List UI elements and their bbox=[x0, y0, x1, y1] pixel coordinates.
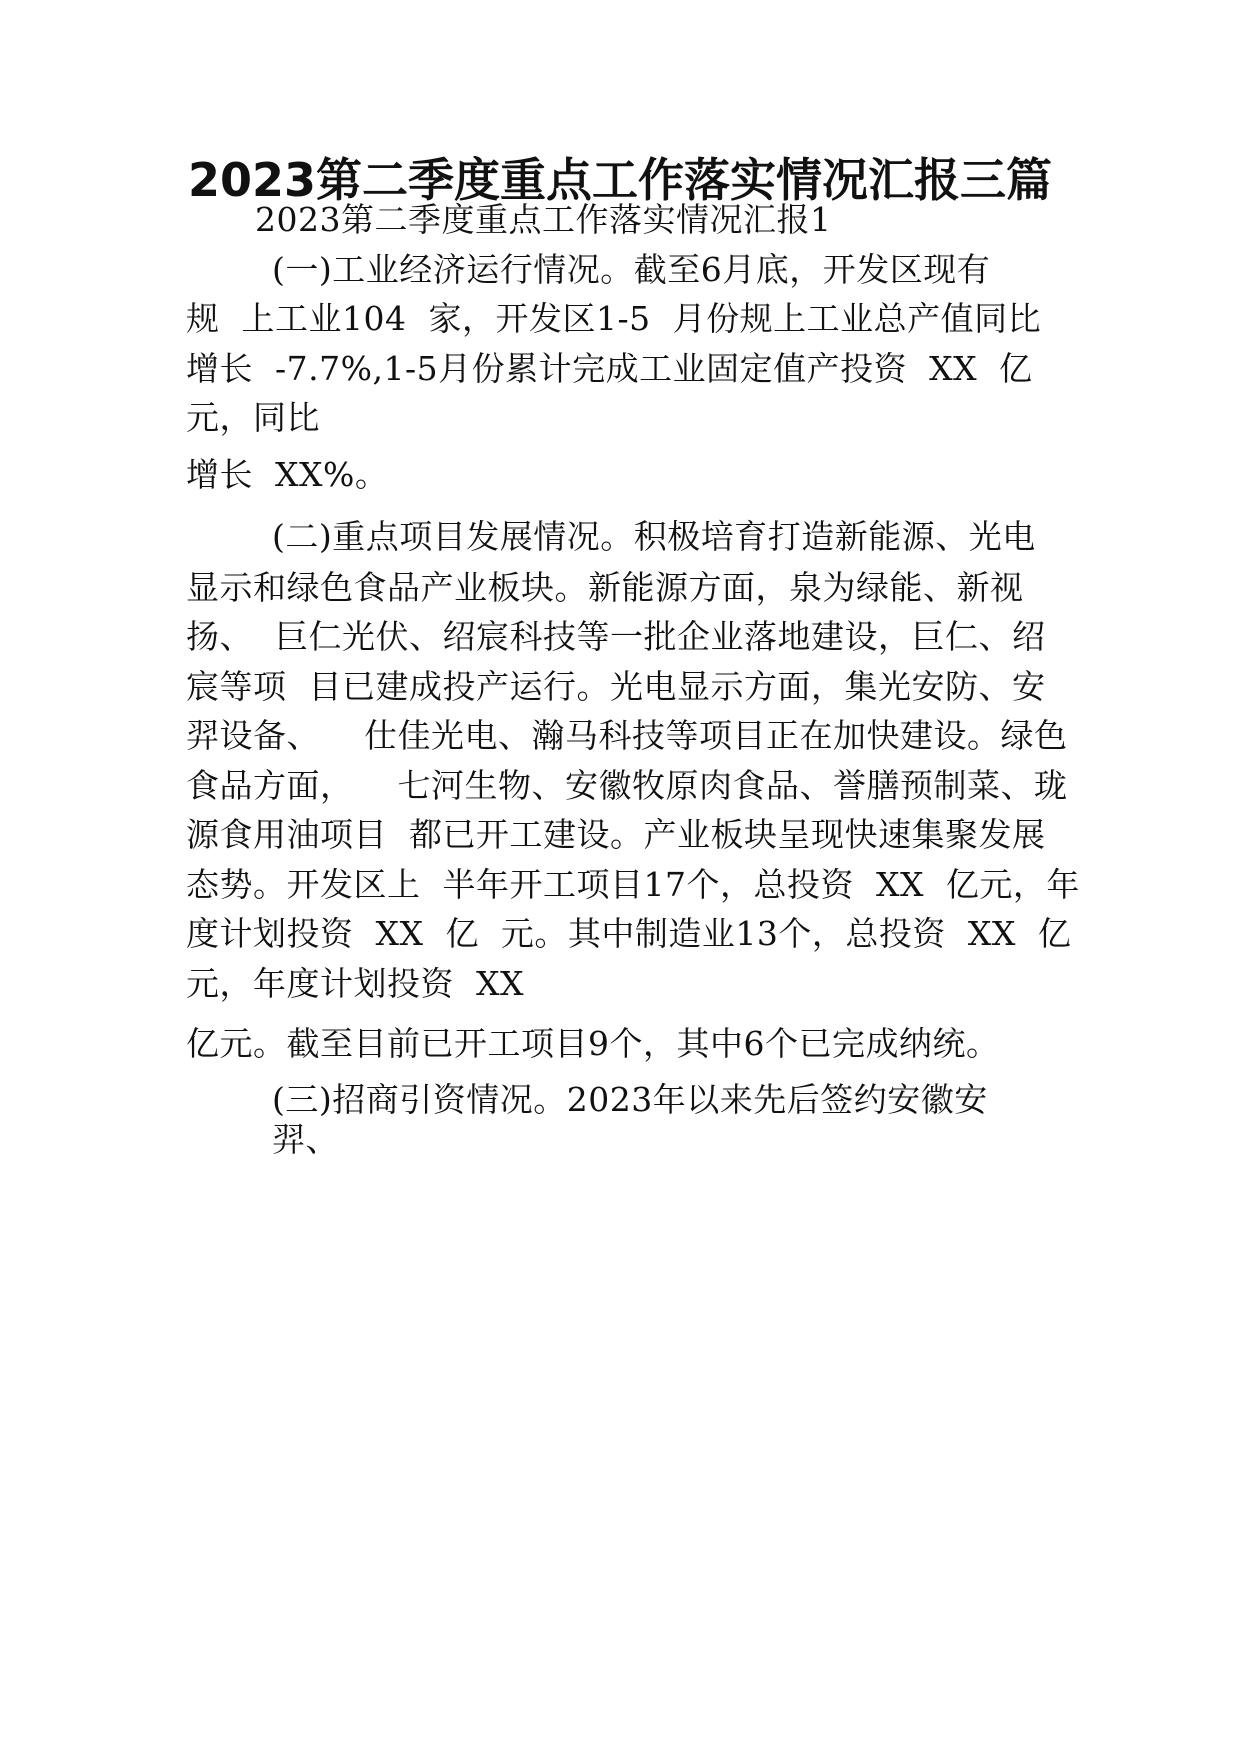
paragraph-line: 宸等项 目已建成投产运行。光电显示方面，集光安防、安 bbox=[186, 667, 1046, 706]
paragraph-line: (三)招商引资情况。2023年以来先后签约安徽安 bbox=[272, 1080, 988, 1119]
document-title: 2023第二季度重点工作落实情况汇报三篇 bbox=[187, 153, 1053, 207]
paragraph-line: 羿设备、 仕佳光电、瀚马科技等项目正在加快建设。绿色 bbox=[186, 716, 1068, 755]
paragraph-line: 扬、 巨仁光伏、绍宸科技等一批企业落地建设，巨仁、绍 bbox=[186, 617, 1046, 656]
paragraph-line: 增长 -7.7%,1-5月份累计完成工业固定值产投资 XX 亿 bbox=[186, 349, 1033, 388]
paragraph-line: 元，年度计划投资 XX bbox=[186, 964, 524, 1003]
paragraph-line: 元，同比 bbox=[186, 398, 320, 437]
paragraph-line: 源食用油项目 都已开工建设。产业板块呈现快速集聚发展 bbox=[186, 815, 1046, 854]
paragraph-line: 态势。开发区上 半年开工项目17个，总投资 XX 亿元，年 bbox=[186, 865, 1080, 904]
paragraph-line: 食品方面， 七河生物、安徽牧原肉食品、誉膳预制菜、珑 bbox=[186, 766, 1068, 805]
paragraph-line: (一)工业经济运行情况。截至6月底，开发区现有 bbox=[272, 250, 991, 289]
section-heading: 2023第二季度重点工作落实情况汇报1 bbox=[255, 200, 832, 239]
paragraph-line: 显示和绿色食品产业板块。新能源方面，泉为绿能、新视 bbox=[186, 568, 1024, 607]
paragraph-line: 度计划投资 XX 亿 元。其中制造业13个，总投资 XX 亿 bbox=[186, 914, 1072, 953]
paragraph-line: 规 上工业104 家，开发区1-5 月份规上工业总产值同比 bbox=[186, 299, 1042, 338]
paragraph-line: 亿元。截至目前已开工项目9个，其中6个已完成纳统。 bbox=[186, 1024, 1000, 1063]
paragraph-line: (二)重点项目发展情况。积极培育打造新能源、光电 bbox=[272, 517, 1036, 556]
paragraph-line: 羿、 bbox=[272, 1120, 339, 1159]
paragraph-line: 增长 XX%。 bbox=[186, 455, 389, 494]
